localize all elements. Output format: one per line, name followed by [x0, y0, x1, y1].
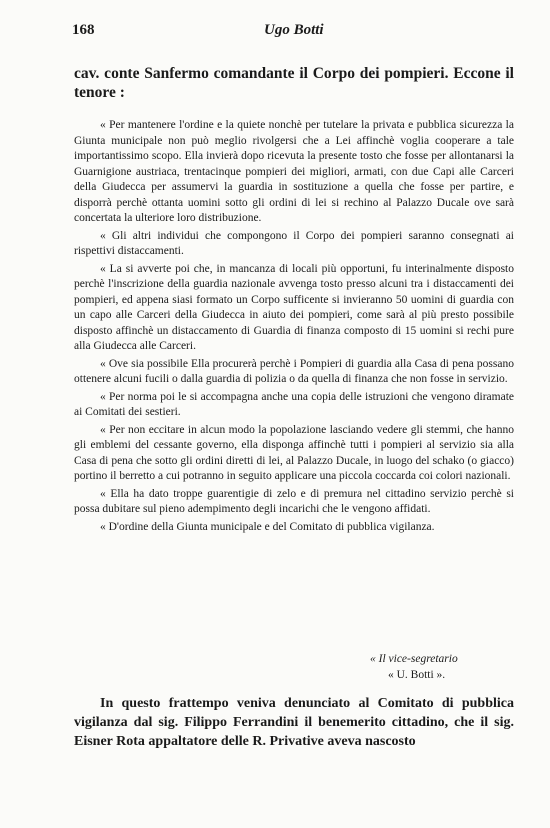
- closing-paragraph: In questo frattempo veniva denunciato al Comitato di pubblica vigilanza dal sig. Filippo Ferrandini il benemerito cittadino, che il sig. Eisner Rota appaltatore delle R. Privative aveva nascosto: [74, 696, 514, 749]
- running-head: Ugo Botti: [264, 22, 324, 38]
- signature-name: « U. Botti ».: [388, 669, 446, 681]
- quoted-letter: [74, 118, 514, 537]
- page-number: 168: [72, 22, 95, 38]
- page-header: [72, 22, 510, 42]
- letter-paragraph: « Gli altri individui che compongono il Corpo dei pompieri saranno consegnati ai rispettivi distaccamenti.: [74, 229, 514, 257]
- letter-paragraph: « La si avverte poi che, in mancanza di locali più opportuni, fu interinalmente disposto perchè l'inscrizione della guardia nazionale avvenga tosto presso alcuni tra i distaccamenti dei pompieri, ed appena siasi formato un Corpo sufficente si invieranno 50 uomini di guardia con un capo alle Carceri della Giudecca in aiuto dei pompieri, come sarà al più presto possibile disposto affinchè un distaccamento di Guardia di finanza composto di 15 uomini si rechi pure alla Giudecca alle Carceri.: [74, 262, 514, 352]
- letter-paragraph: « Per norma poi le si accompagna anche una copia delle istruzioni che vengono diramate ai Comitati dei sestieri.: [74, 390, 514, 418]
- letter-paragraph: « Per non eccitare in alcun modo la popolazione lasciando vedere gli stemmi, che hanno gli emblemi del cessante governo, ella disponga affinchè tutti i pompieri al servizio sia alla Casa di pena che sotto gli ordini diretti di lei, al Palazzo Ducale, in luogo del schako (o giacco) portino il berretto a cui potranno in seguito applicare una piccola coccarda coi colori nazionali.: [74, 423, 514, 482]
- letter-paragraph: « Ella ha dato troppe guarentigie di zelo e di premura nel cittadino servizio perchè si possa dubitare sul pieno adempimento degli incarichi che le vengono affidati.: [74, 487, 514, 515]
- signature-role: « Il vice-segretario: [370, 653, 458, 665]
- letter-paragraph: « Per mantenere l'ordine e la quiete nonchè per tutelare la privata e pubblica sicurezza la Giunta municipale non può meglio rivolgersi che a Lei affinchè voglia cooperare a tale importantissimo scopo. Ella invierà dopo ricevuta la presente tosto che fosse per allontanarsi la Guarnigione austriaca, trentacinque pompieri dei migliori, armati, con due Capi alle Carceri della Giudecca per assumervi la guardia in sostituzione a quella che fosse per partire, e disporrà perchè ottanta uomini sotto gli ordini di lei si rechino al Palazzo Ducale ove sarà concertata la ulteriore loro distribuzione.: [74, 119, 514, 224]
- intro-paragraph: cav. conte Sanfermo comandante il Corpo dei pompieri. Eccone il tenore :: [74, 65, 514, 101]
- letter-paragraph: « Ove sia possibile Ella procurerà perchè i Pompieri di guardia alla Casa di pena possano ottenere alcuni fucili o dalla guardia di polizia o da quella di finanza che non fosse in servizio.: [74, 357, 514, 385]
- letter-paragraph: « D'ordine della Giunta municipale e del Comitato di pubblica vigilanza.: [100, 520, 435, 533]
